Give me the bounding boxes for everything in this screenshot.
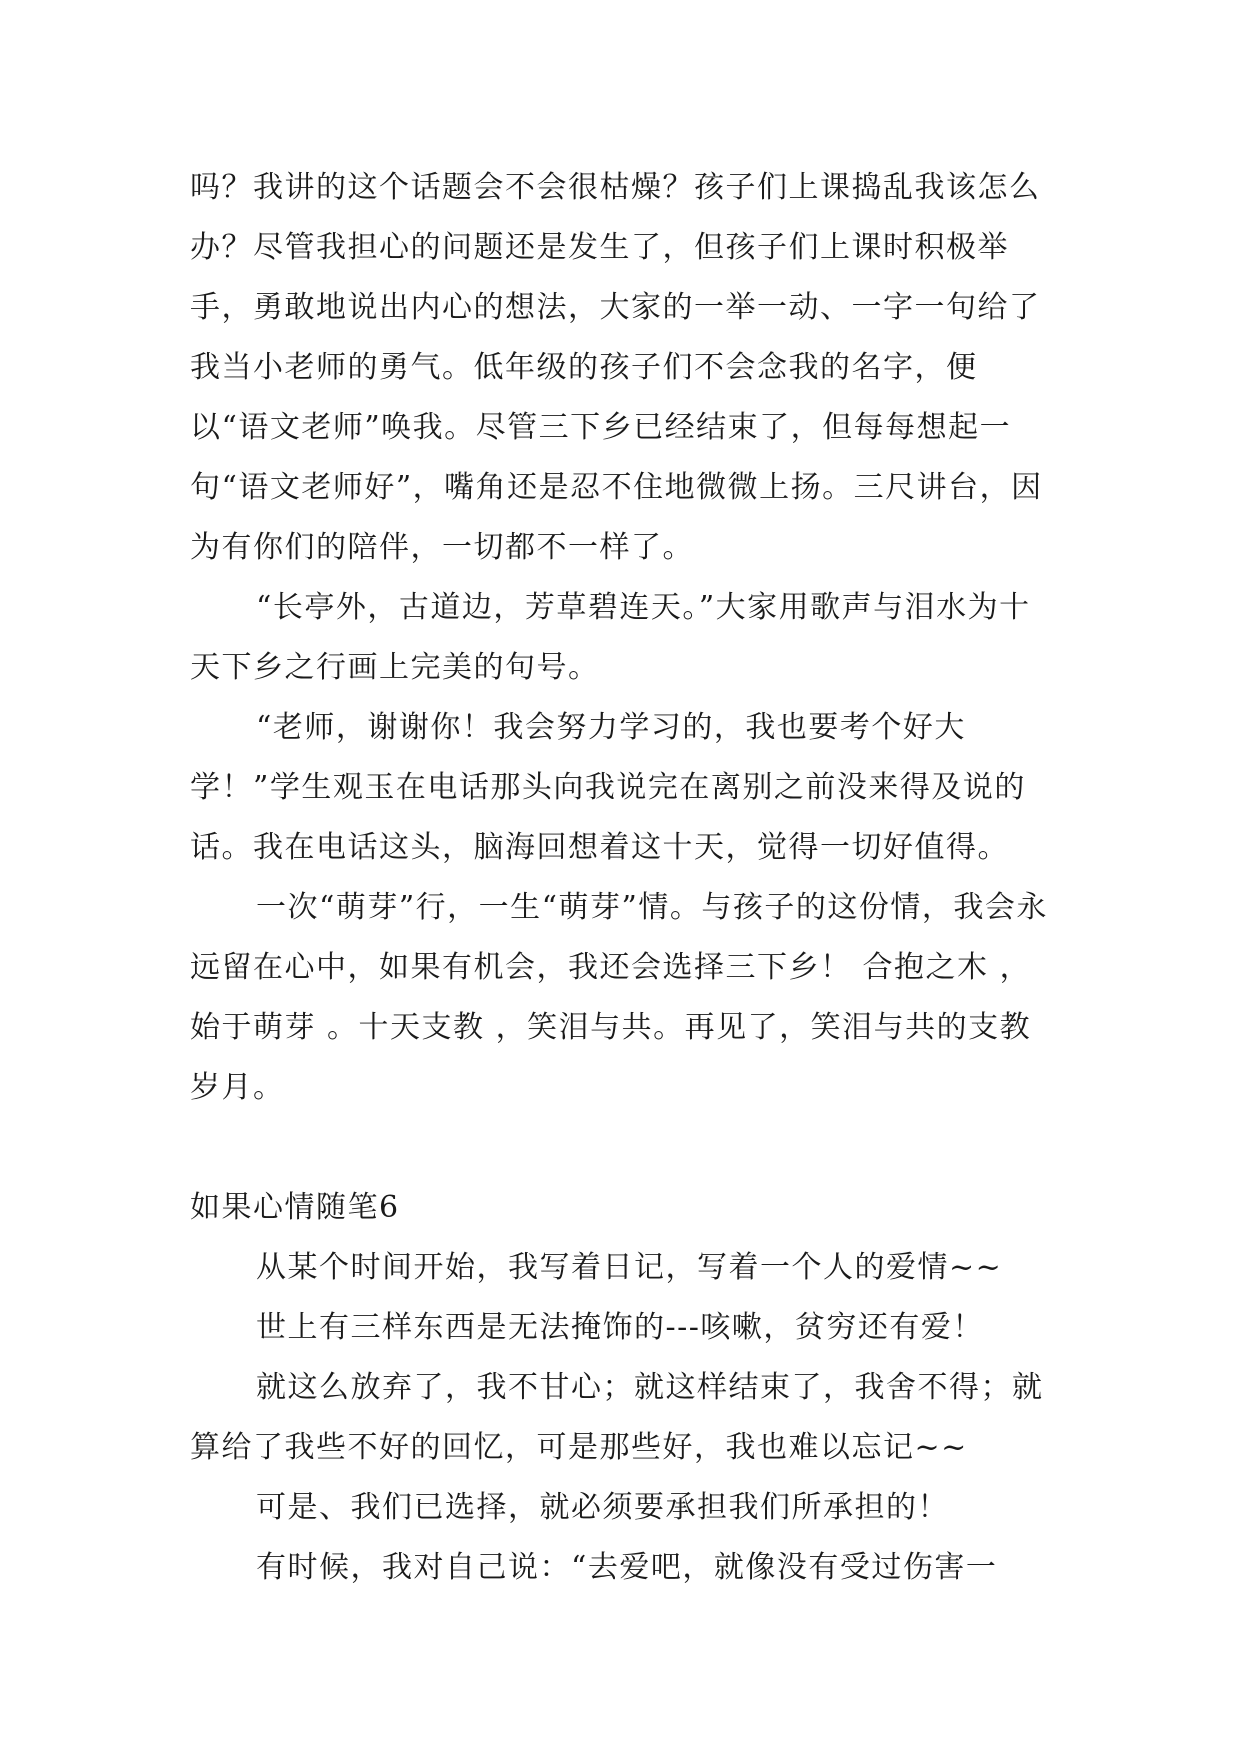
section-title: 如果心情随笔6 (190, 1190, 400, 1225)
paragraph-1: 吗？我讲的这个话题会不会很枯燥？孩子们上课捣乱我该怎么办？尽管我担心的问题还是发生了，但孩子们上课时积极举手，勇敢地说出内心的想法，大家的一举一动、一字一句给了我当小老师的勇气。低年级的孩子们不会念我的名字，便以“语文老师”唤我。尽管三下乡已经结束了，但每每想起一句“语文老师好”，嘴角还是忍不住地微微上扬。三尺讲台，因为有你们的陪伴，一切都不一样了。 (190, 170, 1043, 565)
paragraph-5: 从某个时间开始，我写着日记，写着一个人的爱情~~ (256, 1250, 1003, 1285)
paragraph-9: 有时候，我对自己说：“去爱吧，就像没有受过伤害一 (256, 1550, 998, 1585)
paragraph-8: 可是、我们已选择，就必须要承担我们所承担的！ (256, 1490, 949, 1525)
paragraph-2: “长亭外，古道边，芳草碧连天。”大家用歌声与泪水为十天下乡之行画上完美的句号。 (190, 590, 1031, 685)
section-spacer (190, 1118, 1050, 1178)
document-body (190, 158, 1050, 1598)
paragraph-3: “老师，谢谢你！我会努力学习的，我也要考个好大学！”学生观玉在电话那头向我说完在离别之前没来得及说的话。我在电话这头，脑海回想着这十天，觉得一切好值得。 (190, 710, 1026, 865)
paragraph-4: 一次“萌芽”行，一生“萌芽”情。与孩子的这份情，我会永远留在心中，如果有机会，我还会选择三下乡！ 合抱之木 ，始于萌芽 。十天支教 ，笑泪与共。再见了，笑泪与共的支教岁月。 (190, 890, 1048, 1105)
paragraph-6: 世上有三样东西是无法掩饰的---咳嗽，贫穷还有爱！ (256, 1310, 984, 1345)
paragraph-7: 就这么放弃了，我不甘心；就这样结束了，我舍不得；就算给了我些不好的回忆，可是那些好，我也难以忘记~~ (190, 1370, 1044, 1465)
